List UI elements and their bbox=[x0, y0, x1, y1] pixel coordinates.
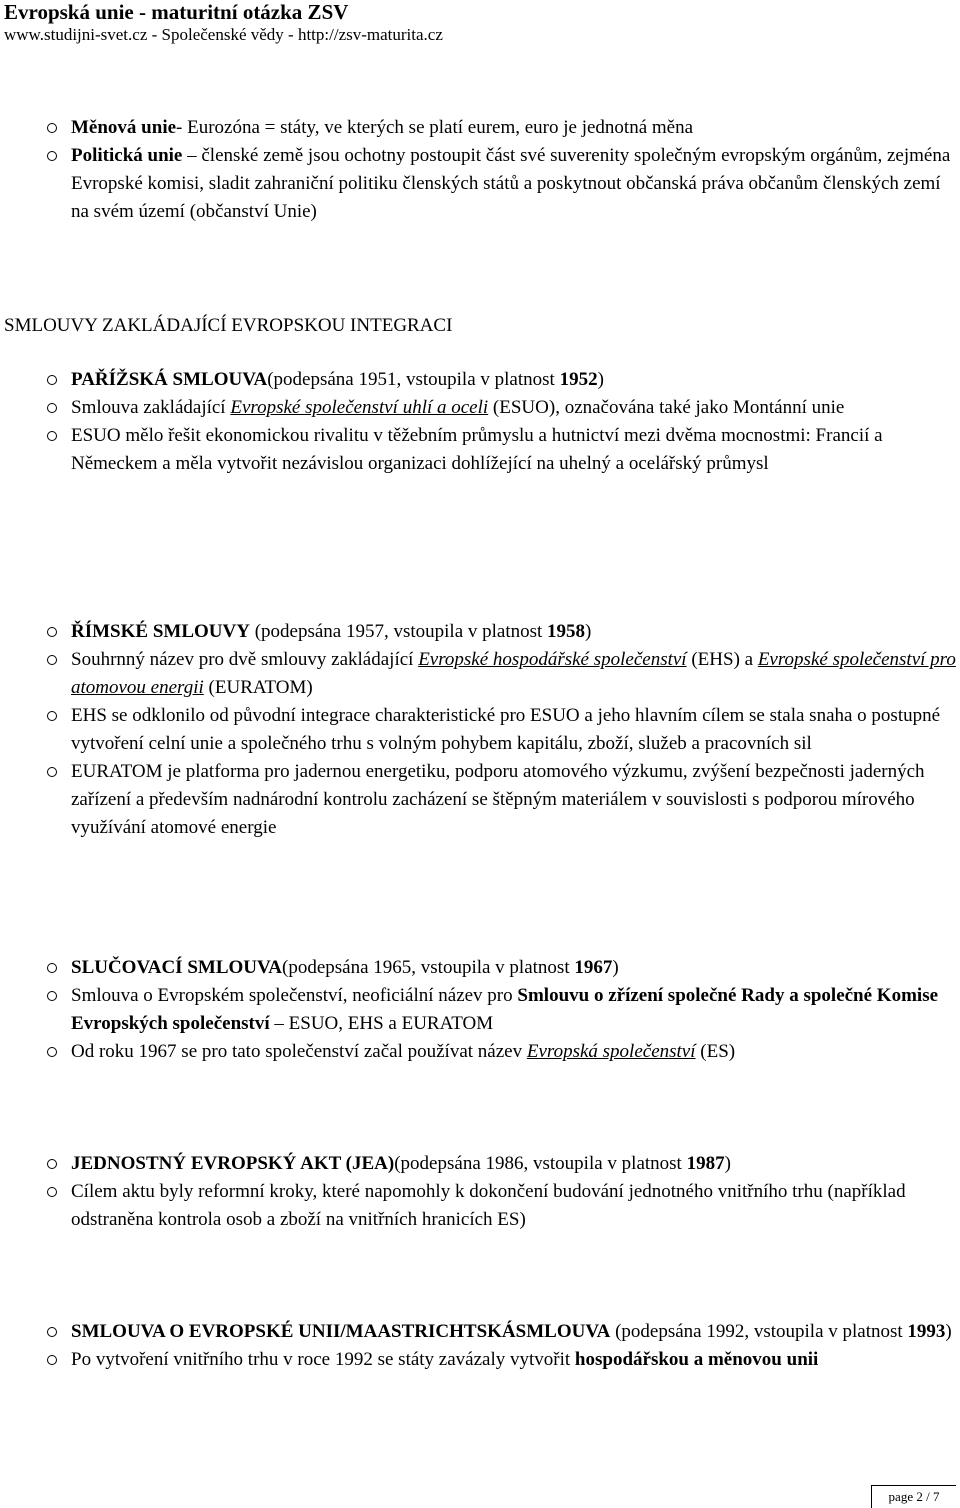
item-text: (EHS) a bbox=[686, 649, 758, 670]
document-title: Evropská unie - maturitní otázka ZSV bbox=[4, 0, 349, 24]
item-text: Od roku 1967 se pro tato společenství začal používat název bbox=[71, 1041, 527, 1062]
item-text: ) bbox=[585, 621, 592, 642]
term-bold: Měnová unie bbox=[71, 117, 177, 138]
list-item bbox=[0, 954, 960, 982]
list-item bbox=[0, 114, 960, 142]
item-text: EHS se odklonilo od původní integrace charakteristické pro ESUO a jeho hlavním cílem se stala snaha o postupné vytvoření celní unie a společného trhu s volným pohybem kapitálu, zboží, služeb a pracovních sil bbox=[71, 705, 941, 754]
item-text: (EURATOM) bbox=[203, 677, 313, 698]
item-text: (podepsána 1951, vstoupila v platnost bbox=[267, 369, 560, 390]
term-bold: Politická unie bbox=[71, 145, 183, 166]
treaty-name: ŘÍMSKÉ SMLOUVY bbox=[71, 621, 250, 642]
list-item bbox=[0, 618, 960, 646]
item-text: Smlouva o Evropském společenství, neoficiální název pro bbox=[71, 985, 518, 1006]
list-item bbox=[0, 1038, 960, 1066]
document-subtitle: www.studijni-svet.cz - Společenské vědy - http://zsv-maturita.cz bbox=[4, 25, 443, 44]
link[interactable]: Evropská společenství bbox=[526, 1041, 696, 1062]
treaty-name: JEDNOSTNÝ EVROPSKÝ AKT (JEA) bbox=[71, 1153, 395, 1174]
paris-treaty-list bbox=[0, 366, 960, 478]
list-item bbox=[0, 366, 960, 394]
item-text: (podepsána 1965, vstoupila v platnost bbox=[282, 957, 575, 978]
list-item bbox=[0, 1318, 960, 1346]
single-european-act-list bbox=[0, 1150, 960, 1234]
item-text: EURATOM je platforma pro jadernou energetiku, podporu atomového výzkumu, zvýšení bezpečnosti jaderných zařízení a především nadnárodní kontrolu zacházení se štěpným materiálem v souvislosti s podporou mírového využívání atomové energie bbox=[71, 761, 925, 838]
list-item bbox=[0, 646, 960, 702]
item-text: (podepsána 1986, vstoupila v platnost bbox=[394, 1153, 687, 1174]
item-text: Souhrnný název pro dvě smlouvy zakládající bbox=[71, 649, 419, 670]
list-item bbox=[0, 1150, 960, 1178]
treaty-name: PAŘÍŽSKÁ SMLOUVA bbox=[71, 369, 268, 390]
page-number: page 2 / 7 bbox=[871, 1485, 956, 1508]
item-text: (ES) bbox=[695, 1041, 736, 1062]
item-text: Smlouva zakládající bbox=[71, 397, 231, 418]
year: 1967 bbox=[574, 957, 613, 978]
list-item bbox=[0, 758, 960, 842]
list-item bbox=[0, 422, 960, 478]
list-item bbox=[0, 1178, 960, 1234]
link[interactable]: Evropské společenství pro atomovou energii bbox=[71, 649, 956, 698]
union-types-list bbox=[0, 114, 960, 226]
item-text: (podepsána 1957, vstoupila v platnost bbox=[249, 621, 548, 642]
item-text: Cílem aktu byly reformní kroky, které napomohly k dokončení budování jednotného vnitřního trhu (například odstraněna kontrola osob a zboží na vnitřních hranicích ES) bbox=[71, 1181, 906, 1230]
section-heading: SMLOUVY ZAKLÁDAJÍCÍ EVROPSKOU INTEGRACI bbox=[4, 315, 453, 336]
item-text: – ESUO, EHS a EURATOM bbox=[269, 1013, 494, 1034]
year: 1952 bbox=[559, 369, 598, 390]
item-text: ) bbox=[612, 957, 619, 978]
item-text: (podepsána 1992, vstoupila v platnost bbox=[610, 1321, 908, 1342]
item-text: ESUO mělo řešit ekonomickou rivalitu v těžebním průmyslu a hutnictví mezi dvěma mocnostmi: Francií a Německem a měla vytvořit nezávislou organizaci dohlížející na uhelný a ocelářský průmysl bbox=[71, 425, 883, 474]
item-text: ) bbox=[724, 1153, 731, 1174]
page-header bbox=[4, 0, 443, 46]
term-bold: Smlouvu o zřízení společné Rady a společné Komise Evropských společenství bbox=[71, 985, 939, 1034]
list-item bbox=[0, 1346, 960, 1374]
rome-treaties-list bbox=[0, 618, 960, 842]
year: 1958 bbox=[547, 621, 586, 642]
merger-treaty-list bbox=[0, 954, 960, 1066]
year: 1993 bbox=[907, 1321, 946, 1342]
link[interactable]: Evropské hospodářské společenství bbox=[418, 649, 687, 670]
treaty-name: SLUČOVACÍ SMLOUVA bbox=[71, 957, 282, 978]
link[interactable]: Evropské společenství uhlí a oceli bbox=[230, 397, 489, 418]
list-item bbox=[0, 394, 960, 422]
item-text: (ESUO), označována také jako Montánní unie bbox=[488, 397, 845, 418]
maastricht-treaty-list bbox=[0, 1318, 960, 1374]
item-text: - Eurozóna = státy, ve kterých se platí eurem, euro je jednotná měna bbox=[176, 117, 694, 138]
item-text: Po vytvoření vnitřního trhu v roce 1992 se státy zavázaly vytvořit bbox=[71, 1349, 575, 1370]
list-item bbox=[0, 142, 960, 226]
list-item bbox=[0, 982, 960, 1038]
list-item bbox=[0, 702, 960, 758]
item-text: ) bbox=[597, 369, 604, 390]
item-text: ) bbox=[945, 1321, 952, 1342]
item-text: – členské země jsou ochotny postoupit část své suverenity společným evropským orgánům, zejména Evropské komisi, sladit zahraniční politiku členských států a poskytnout občanská práva občanům členských zemí na svém území (občanství Unie) bbox=[71, 145, 951, 222]
term-bold: hospodářskou a měnovou unii bbox=[574, 1349, 819, 1370]
year: 1987 bbox=[686, 1153, 725, 1174]
treaty-name: SMLOUVA O EVROPSKÉ UNII/MAASTRICHTSKÁSMLOUVA bbox=[71, 1321, 611, 1342]
